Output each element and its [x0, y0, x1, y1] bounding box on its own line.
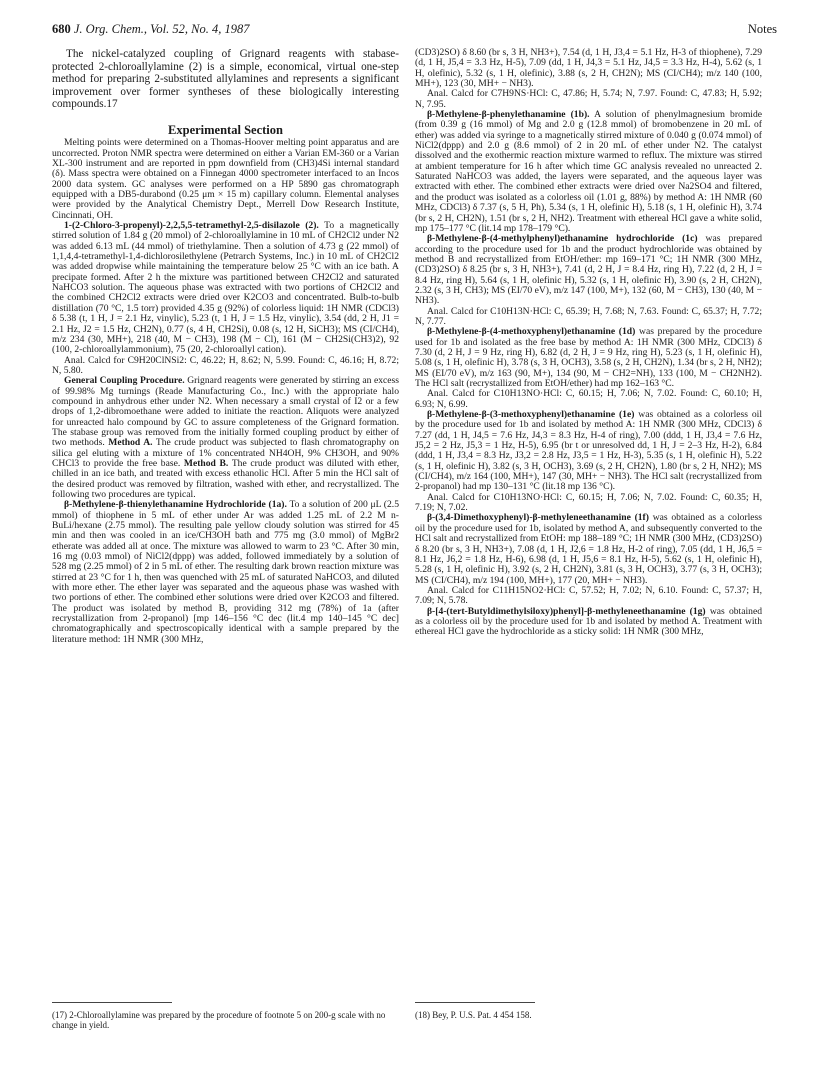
compound-1g-body: was obtained as a colorless oil by the procedure used for 1b and isolated by method A. Treatment with ethereal HCl gave the hydrochloride as a sticky solid: 1H NMR (300 MHz, [415, 605, 762, 638]
compound-1f-analysis: Anal. Calcd for C11H15NO2·HCl: C, 57.52; H, 7.02; N, 6.10. Found: C, 57.37; H, 7.09; N, 5.78. [415, 584, 762, 607]
compound-1f-title: β-(3,4-Dimethoxyphenyl)-β-methyleneethanamine (1f) [427, 512, 649, 524]
compound-1c-paragraph [415, 234, 762, 306]
footnote-rule-left [52, 1002, 172, 1003]
compound-1a-title: β-Methylene-β-thienylethanamine Hydrochloride (1a). [64, 499, 287, 511]
general-coupling-body: Grignard reagents were generated by stirring an excess of 99.98% Mg turnings (Reade Manufacturing Co., Inc.) with the appropriate halo compound in anhydrous ether under N2. When necessary a small crystal of I2 or a few drops of 1,2-dibromoethane were added to initiate the reaction. Aliquots were analyzed for unreacted halo compound by GC to assure completeness of the Grignard formation. The stabase group was removed from the initially formed coupling product by either of two methods. [52, 375, 399, 449]
compound-1c-analysis: Anal. Calcd for C10H13N·HCl: C, 65.39; H, 7.68; N, 7.63. Found: C, 65.37; H, 7.72; N, 7.77. [415, 305, 762, 327]
compound-1a-paragraph [52, 500, 399, 645]
compound-1e-analysis: Anal. Calcd for C10H13NO·HCl: C, 60.15; H, 7.06; N, 7.02. Found: C, 60.35; H, 7.19; N, 7.02. [415, 491, 762, 514]
method-a-body: The crude product was subjected to flash chromatography on silica gel eluting with a mixture of 1% concentrated NH4OH, 9% CH3OH, and 90% CHCl3 to provide the free base. [52, 437, 399, 469]
compound-1c-body: was prepared according to the procedure used for 1b and the product hydrochloride was obtained by method B and recrystallized from EtOH/ether: mp 169–171 °C; 1H NMR (300 MHz, (CD3)2SO) δ 8.25 (br s, 3 H, NH3+), 7.41 (d, 2 H, J = 8.4 Hz, ring H), 7.22 (d, 2 H, J = 8.4 Hz, ring H), 5.64 (s, 1 H, olefinic H), 5.32 (s, 1 H, olefinic H), 3.90 (s, 2 H, CH2N), 2.32 (s, 3 H, CH3); MS (EI/70 eV), m/z 147 (100, M+), 132 (60, M − CH3), 130 (40, M − NH3). [415, 233, 762, 307]
method-a-label: Method A. [108, 437, 153, 449]
compound-1d-analysis: Anal. Calcd for C10H13NO·HCl: C, 60.15; H, 7.06; N, 7.02. Found: C, 60.10; H, 6.93; N, 6.99. [415, 388, 762, 410]
compound-1c-title: β-Methylene-β-(4-methylphenyl)ethanamine hydrochloride (1c) [427, 233, 698, 245]
general-coupling-paragraph [52, 376, 399, 500]
compound-1e-paragraph [415, 410, 762, 493]
compound-2-body: To a magnetically stirred solution of 1.84 g (20 mmol) of 2-chloroallylamine in 10 mL of CH2Cl2 under N2 was added 6.13 mL (44 mmol) of triethylamine. Then a solution of 4.73 g (22 mmol) of 1,1,4,4-tetramethyl-1,4-dichlorosilethylene (Petrarch Systems, Inc.) in 10 mL of CH2Cl2 was added dropwise while maintaining the temperature below 25 °C with an ice bath. A precipate formed. After 2 h the mixture was partitioned between CH2Cl2 and saturated NaHCO3 solution. The aqueous phase was extracted with two portions of CH2Cl2 and the combined CH2Cl2 extracts were dried over K2CO3 and concentrated. Bulb-to-bulb distillation (70 °C, 1.5 torr) provided 4.35 g (92%) of colorless liquid: 1H NMR (CDCl3) δ 5.38 (t, 1 H, J = 2.1 Hz, vinylic), 5.23 (t, 1 H, J = 1.5 Hz, vinylic), 3.54 (dd, 2 H, J1 = 2.1 Hz, J2 = 1.5 Hz, CH2N), 0.77 (s, 4 H, CH2Si), 0.08 (s, 12 H, SiCH3); MS (CI/CH4), m/z 234 (30, MH+), 218 (40, M − CH3), 198 (M − Cl), 161 (M − CH2Si(CH3)2), 92 (100, 2-chloroallylammonium), 75 (20, 2-chloroallyl cation). [52, 220, 399, 356]
compound-1a-analysis: Anal. Calcd for C7H9NS·HCl: C, 47.86; H, 5.74; N, 7.97. Found: C, 47.83; H, 5.92; N, 7.95. [415, 88, 762, 110]
compound-1g-paragraph [415, 607, 762, 638]
compound-1d-paragraph [415, 327, 762, 389]
compound-1d-title: β-Methylene-β-(4-methoxyphenyl)ethanamine (1d) [427, 326, 636, 338]
compound-2-analysis: Anal. Calcd for C9H20ClNSi2: C, 46.22; H, 8.62; N, 5.99. Found: C, 46.16; H, 8.72; N, 5.80. [52, 354, 399, 376]
compound-1e-title: β-Methylene-β-(3-methoxyphenyl)ethanamine (1e) [427, 409, 635, 421]
compound-1e-body: was obtained as a colorless oil by the procedure used for 1b and isolated by method A: 1H NMR (300 MHz, CDCl3) δ 7.27 (dd, 1 H, J4,5 = 7.6 Hz, J4,3 = 8.3 Hz, H-4 of ring), 7.00 (ddd, 1 H, J3,4 = 7.6 Hz, J5,2 = 2 Hz, J5,3 = 1 Hz, H-5), 6.95 (br t or unresolved dd, 1 H, J = 2–3 Hz, H-2), 6.84 (ddd, 1 H, J3,4 = 8.3 Hz, J3,2 = 2.8 Hz, J3,5 = 1 Hz, H-3), 5.35 (s, 1 H, olefinic H), 5.22 (s, 1 H, olefinic H), 3.82 (s, 3 H, OCH3), 3.69 (s, 2 H, CH2N), 1.80 (br s, 2 H, NH2); MS (CI/CH4), m/z 164 (100, MH+), 147 (30, MH+ − NH3). The HCl salt (recrystallized from 2-propanol) had mp 130–131 °C (lit.18 mp 136 °C). [415, 409, 762, 493]
intro-paragraph: The nickel-catalyzed coupling of Grignard reagents with stabase-protected 2-chloroallylamine (2) is a simple, economical, virtual one-step method for preparing 2-substituted allylamines and represents a significant improvement over former syntheses of these biologically interesting compounds.17 [52, 48, 399, 111]
general-coupling-title: General Coupling Procedure. [64, 375, 185, 387]
compound-1g-title: β-[4-(tert-Butyldimethylsiloxy)phenyl]-β-methyleneethanamine (1g) [427, 605, 706, 617]
compound-1d-body: was prepared by the procedure used for 1b and isolated as the free base by method A: 1H NMR (300 MHz, CDCl3) δ 7.30 (d, 2 H, J = 9 Hz, ring H), 6.82 (d, 2 H, J = 9 Hz, ring H), 5.23 (s, 1 H, olefinic H), 5.08 (s, 1 H, olefinic H), 3.78 (s, 3 H, OCH3), 3.58 (s, 2 H, CH2N), 1.34 (br s, 2 H, NH2); MS (EI/70 eV), m/z 163 (90, M+), 134 (90, M − CH2=NH), 133 (100, M − CH2NH2). The HCl salt (recrystallized from EtOH/ether) had mp 162–163 °C. [415, 326, 762, 389]
compound-1a-body: To a solution of 200 μL (2.5 mmol) of thiophene in 5 mL of ether under Ar was added 1.25 mL of 2.2 M n-BuLi/hexane (2.75 mmol). The resulting pale yellow cloudy solution was stirred for 45 min and then was cooled in an ice/CH3OH bath and 775 mg (3.0 mmol) of MgBr2 etherate was added all at once. The mixture was allowed to warm to 23 °C. After 30 min, 16 mg (0.03 mmol) of NiCl2(dppp) was added, followed immediately by a solution of 528 mg (2.25 mmol) of 2 in 5 mL of ether. The resulting dark brown reaction mixture was stirred at 23 °C for 1 h, then was quenched with 25 mL of saturated NaHCO3, and diluted with more ether. The ether layer was separated and the aqueous phase was washed with two portions of ether. The combined ether solutions were dried over K2CO3 and filtered. The product was isolated by method B, providing 312 mg (78%) of 1a (after recrystallization from 2-propanol) [mp 146–156 °C dec (lit.4 mp 140–145 °C dec] chromatographically and spectroscopically identical with a sample prepared by the literature method: 1H NMR (300 MHz, [52, 499, 399, 645]
general-methods-paragraph: Melting points were determined on a Thomas-Hoover melting point apparatus and are uncorrected. Proton NMR spectra were determined on either a Varian EM-360 or a Varian XL-300 instrument and are reported in ppm downfield from (CH3)4Si internal standard (δ). Mass spectra were obtained on a Finnegan 4000 spectrometer interfaced to an Incos 2000 data system. GC analyses were performed on a HP 5890 gas chromatograph equipped with a DB5-durabond (0.25 μm × 15 m) capillary column. Elemental analyses were provided by the Analytical Chemistry Dept., Merrell Dow Research Institute, Cincinnati, OH. [52, 137, 399, 221]
compound-1a-nmr-continued: (CD3)2SO) δ 8.60 (br s, 3 H, NH3+), 7.54 (d, 1 H, J3,4 = 5.1 Hz, H-3 of thiophene), 7.29 (d, 1 H, J5,4 = 3.3 Hz, H-5), 7.09 (dd, 1 H, J4,3 = 5.1 Hz, J4,5 = 3.3 Hz, H-4), 5.62 (s, 1 H, olefinic), 5.32 (s, 1 H, olefinic), 3.88 (s, 2 H, CH2N); MS (CI/CH4); m/z 140 (100, MH+), 123 (30, MH+ − NH3). [415, 47, 762, 90]
compound-2-paragraph [52, 221, 399, 355]
compound-1b-paragraph [415, 110, 762, 234]
footnote-17: (17) 2-Chloroallylamine was prepared by the procedure of footnote 5 on 200-g scale with no change in yield. [52, 1010, 386, 1030]
running-header [52, 22, 777, 38]
section-heading: Experimental Section [168, 122, 283, 137]
method-b-label: Method B. [183, 457, 229, 469]
page-number: 680 [52, 22, 71, 36]
method-b-body: The crude product was diluted with ether, chilled in an ice bath, and treated with excess ethanolic HCl. After 5 min the HCl salt of the desired product was removed by filtration, washed with ether, and recrystallized. The following two procedures are typical. [52, 457, 400, 500]
compound-1b-body: A solution of phenylmagnesium bromide (from 0.39 g (16 mmol) of Mg and 2.0 g (12.8 mmol) of bromobenzene in 20 mL of ether) was added via syringe to a magnetically stirred mixture of 0.040 g (0.074 mmol) of NiCl2(dppp) and 2.0 g (8.6 mmol) of 2 in 20 mL of ether under N2. The catalyst dissolved and the exothermic reaction mixture warmed to reflux. The mixture was stirred at ambient temperature for 16 h after which time GC analysis revealed no unreacted 2. Saturated NaHCO3 was added, the layers were separated, and the aqueous layer was extracted with ether. The combined ether extracts were dried over Na2SO4 and filtered, and the product was isolated as a colorless oil (1.01 g, 88%) by method A: 1H NMR (60 MHz, CDCl3) δ 7.37 (s, 5 H, Ph), 5.34 (s, 1 H, olefinic H), 5.18 (s, 1 H, olefinic H), 3.74 (br s, 2 H, CH2N), 1.51 (br s, 2 H, NH2). Treatment with ethereal HCl gave a white solid, mp 175–177 °C (lit.14 mp 178–179 °C). [415, 109, 762, 234]
right-column [415, 48, 762, 638]
journal-citation: J. Org. Chem., Vol. 52, No. 4, 1987 [73, 22, 250, 36]
left-column [52, 48, 399, 645]
footnote-rule-right [415, 1002, 535, 1003]
compound-1f-body: was obtained as a colorless oil by the procedure used for 1b, isolated by method A, and subsequently converted to the HCl salt and recrystallized from EtOH: mp 188–189 °C; 1H NMR (300 MHz, (CD3)2SO) δ 8.20 (br s, 3 H, NH3+), 7.08 (d, 1 H, J2,6 = 1.8 Hz, H-2 of ring), 7.05 (dd, 1 H, J6,5 = 8.1 Hz, J6,2 = 1.8 Hz, H-6), 6.98 (d, 1 H, J5,6 = 8.1 Hz, H-5), 5.62 (s, 1 H, olefinic H), 5.28 (s, 1 H, olefinic H), 3.92 (s, 2 H, CH2N), 3.81 (s, 3 H, OCH3), 3.77 (s, 3 H, OCH3); MS (CI/CH4), m/z 194 (100, MH+), 177 (20, MH+ − NH3). [415, 512, 762, 586]
compound-1b-title: β-Methylene-β-phenylethanamine (1b). [427, 109, 590, 121]
compound-1f-paragraph [415, 513, 762, 585]
footnote-18: (18) Bey, P. U.S. Pat. 4 454 158. [415, 1010, 532, 1020]
compound-2-title: 1-(2-Chloro-3-propenyl)-2,2,5,5-tetramethyl-2,5-disilazole (2). [64, 220, 319, 232]
section-label: Notes [747, 22, 777, 36]
